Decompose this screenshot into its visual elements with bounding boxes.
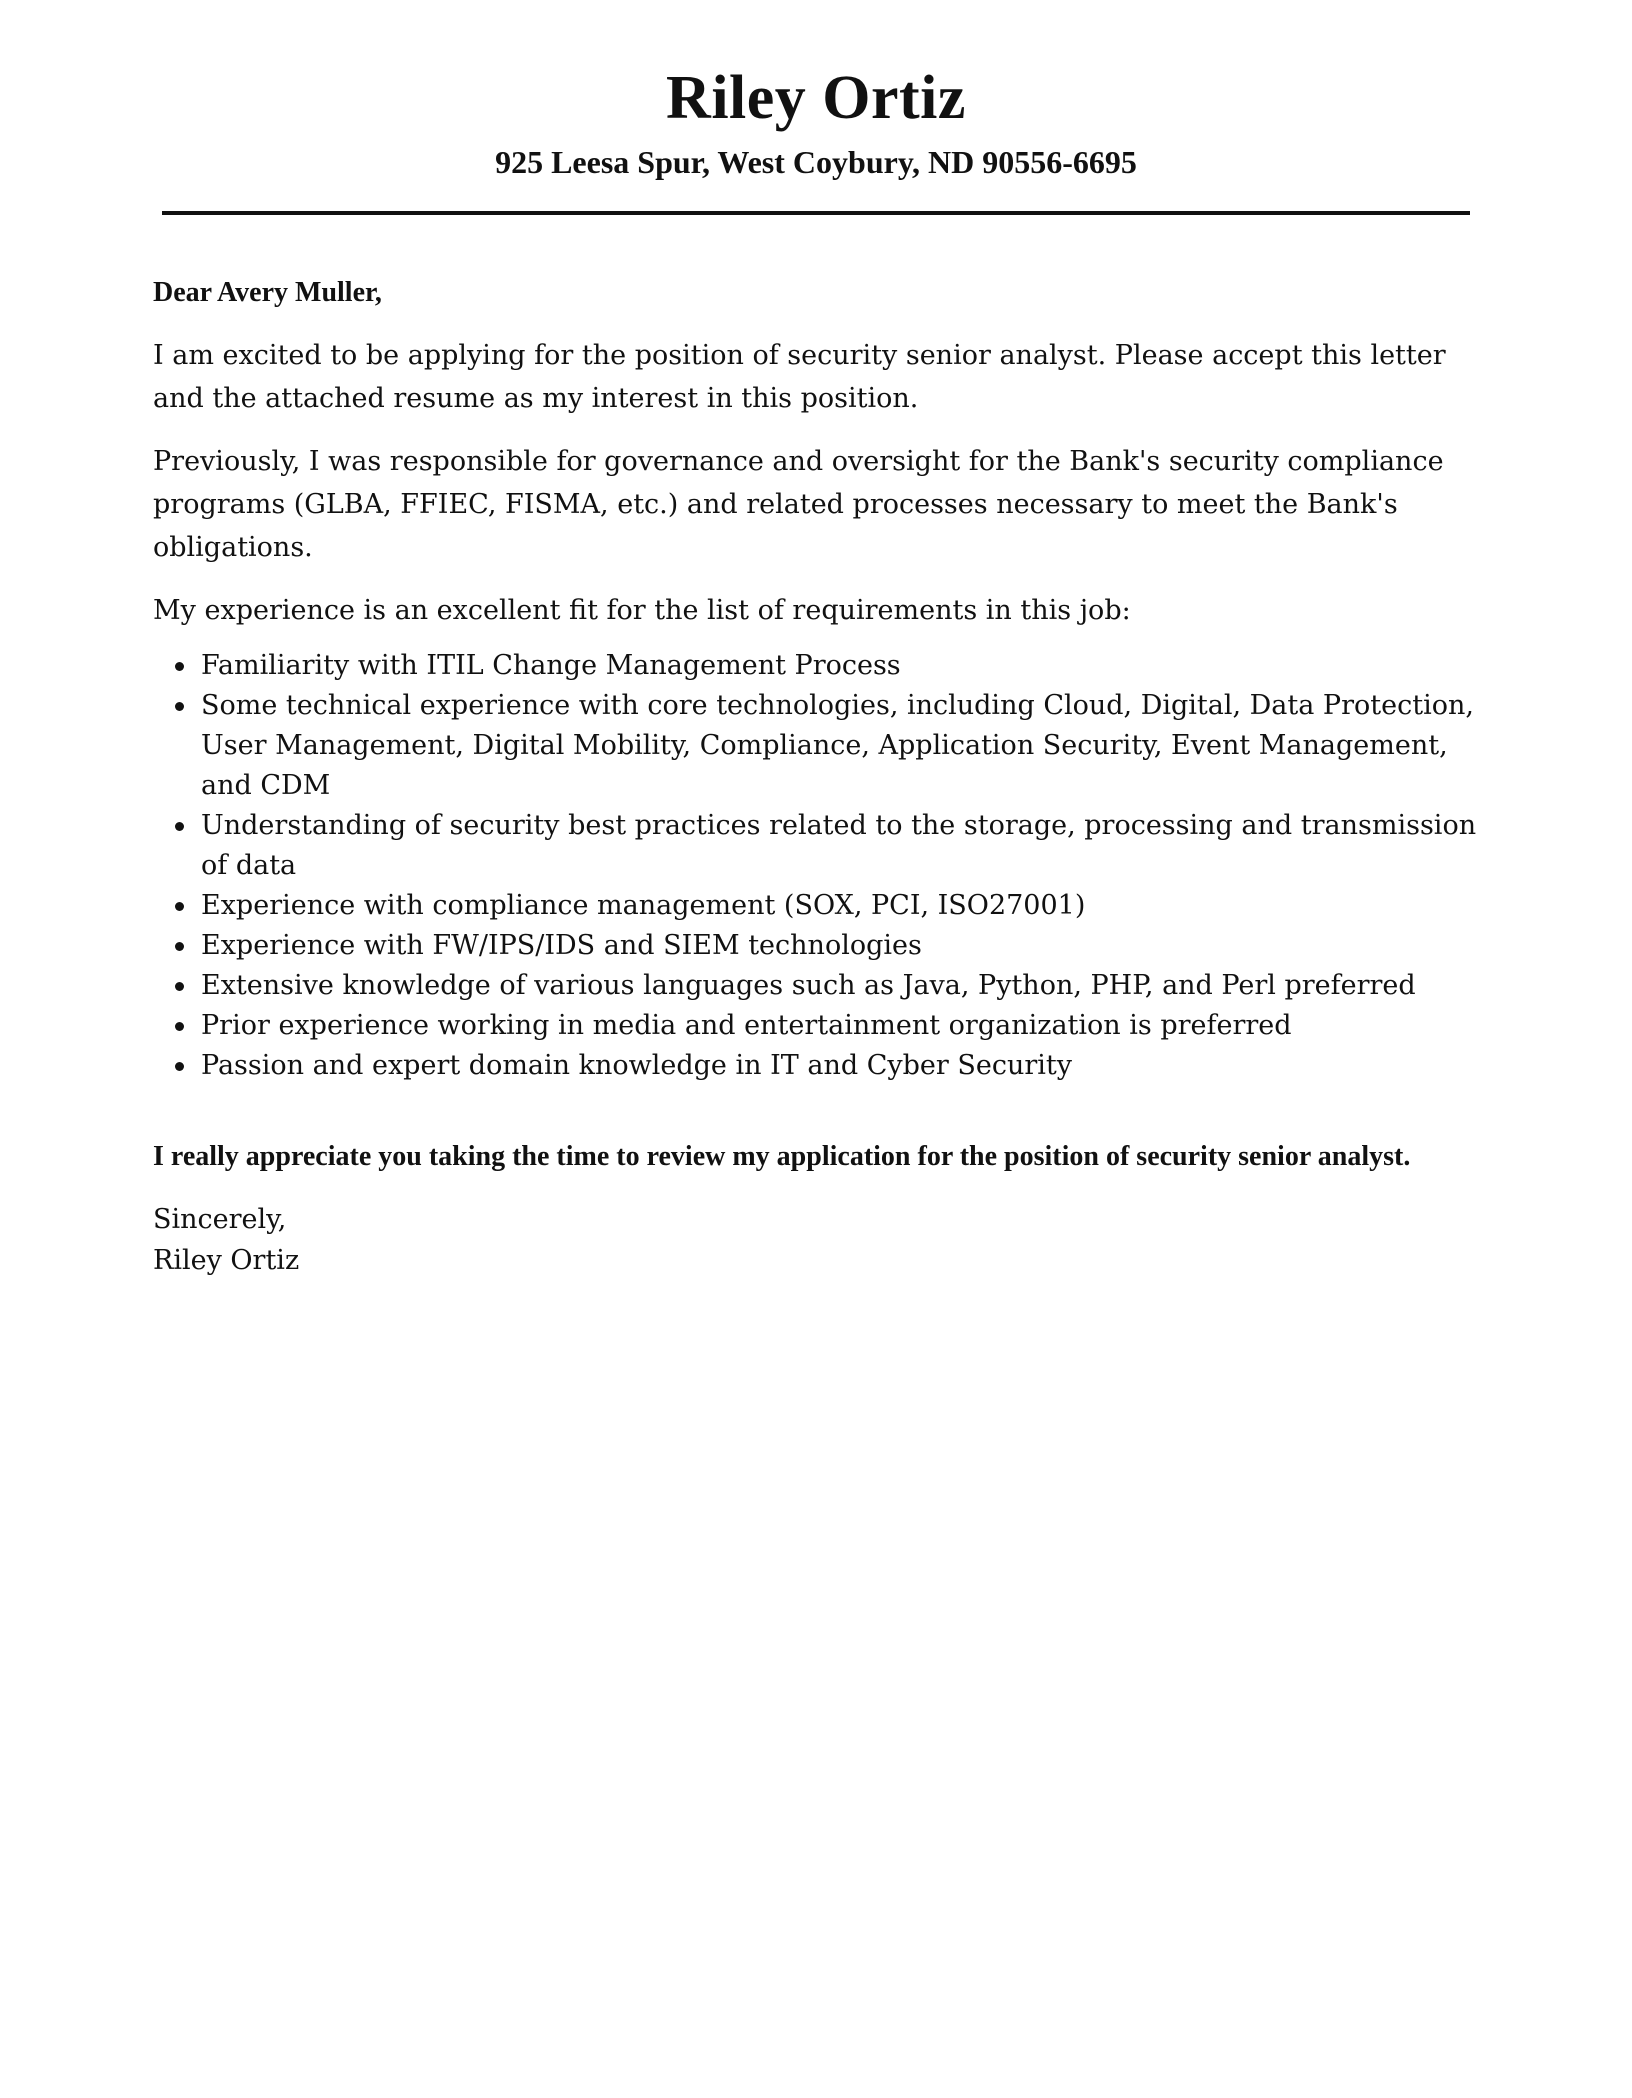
- letter-body: [153, 272, 1483, 1281]
- list-item-text: Some technical experience with core technologies, including Cloud, Digital, Data Protection, User Management, Digital Mobility, Compliance, Application Security, Event Management, and CDM: [201, 690, 1474, 801]
- list-item-text: Experience with compliance management (SOX, PCI, ISO27001): [201, 890, 1086, 921]
- signature: Riley Ortiz: [153, 1245, 300, 1276]
- paragraph-requirements-lead: My experience is an excellent fit for the list of requirements in this job:: [153, 595, 1131, 626]
- salutation: Dear Avery Muller,: [153, 277, 382, 308]
- requirements-list: [153, 646, 1483, 1086]
- bullet-icon: [175, 1022, 184, 1031]
- bullet-icon: [175, 942, 184, 951]
- bullet-icon: [175, 702, 184, 711]
- signoff-block: [153, 1199, 1483, 1281]
- bullet-icon: [175, 662, 184, 671]
- paragraph-intro: I am excited to be applying for the position of security senior analyst. Please accept this letter and the attached resume as my interest in this position.: [153, 340, 1446, 414]
- list-item: [201, 686, 1483, 806]
- closing-paragraph: I really appreciate you taking the time to review my application for the position of security senior analyst.: [153, 1141, 1411, 1172]
- list-item-text: Prior experience working in media and entertainment organization is preferred: [201, 1010, 1292, 1041]
- list-item-text: Experience with FW/IPS/IDS and SIEM technologies: [201, 930, 922, 961]
- sender-name: Riley Ortiz: [666, 64, 966, 132]
- list-item: [201, 646, 1483, 686]
- list-item: [201, 886, 1483, 926]
- list-item: [201, 1006, 1483, 1046]
- bullet-icon: [175, 822, 184, 831]
- signoff: Sincerely,: [153, 1204, 287, 1235]
- list-item-text: Passion and expert domain knowledge in IT and Cyber Security: [201, 1050, 1073, 1081]
- paragraph-experience: Previously, I was responsible for governance and oversight for the Bank's security compliance programs (GLBA, FFIEC, FISMA, etc.) and related processes necessary to meet the Bank's obligations.: [153, 446, 1444, 563]
- list-item: [201, 966, 1483, 1006]
- list-item: [201, 806, 1483, 886]
- bullet-icon: [175, 902, 184, 911]
- list-item-text: Familiarity with ITIL Change Management Process: [201, 650, 901, 681]
- list-item-text: Extensive knowledge of various languages such as Java, Python, PHP, and Perl preferred: [201, 970, 1416, 1001]
- list-item-text: Understanding of security best practices related to the storage, processing and transmission of data: [201, 810, 1477, 881]
- header-divider: [162, 211, 1470, 215]
- letter-header: [162, 58, 1470, 180]
- list-item: [201, 926, 1483, 966]
- sender-address: 925 Leesa Spur, West Coybury, ND 90556-6695: [495, 144, 1137, 180]
- list-item: [201, 1046, 1483, 1086]
- bullet-icon: [175, 982, 184, 991]
- bullet-icon: [175, 1062, 184, 1071]
